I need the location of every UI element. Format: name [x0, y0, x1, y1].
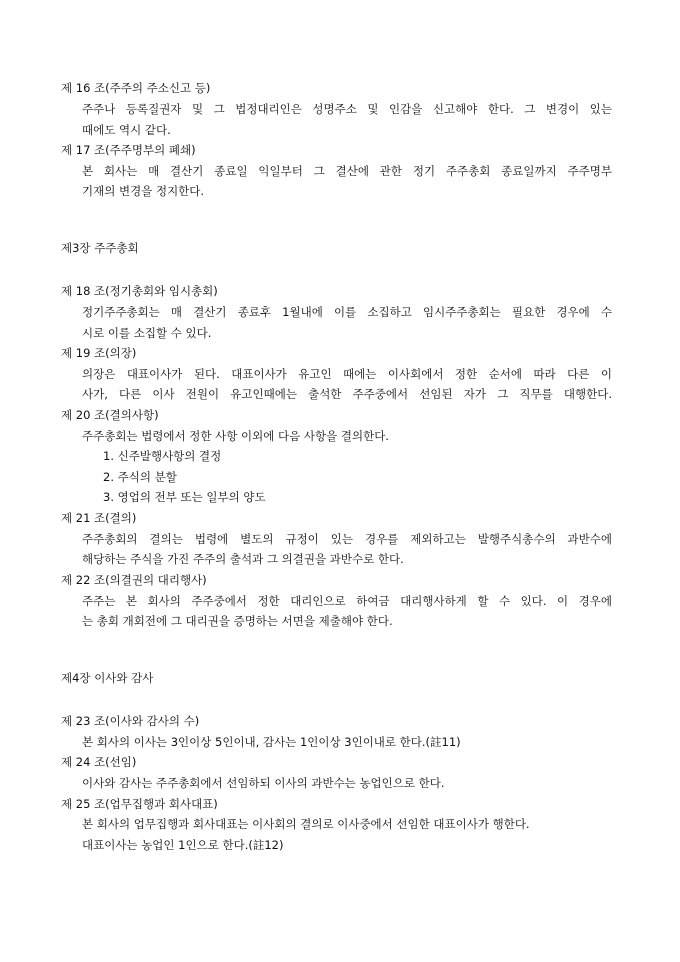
article-23-text-line-1: 본 회사의 이사는 3인이상 5인이내, 감사는 1인이상 3인이내로 한다.(註11): [82, 735, 461, 749]
article-18-text-line-2: 시로 이를 소집할 수 있다.: [82, 326, 212, 340]
article-18-title: 제 18 조(정기총회와 임시총회): [61, 284, 218, 298]
article-20-title: 제 20 조(결의사항): [61, 408, 159, 422]
article-16-text-line-1: 주주나 등록질권자 및 그 법정대리인은 성명주소 및 인감을 신고해야 한다. 그 변경이 있는: [82, 102, 612, 116]
article-16-text-line-2: 때에도 역시 같다.: [82, 123, 171, 137]
article-20-text-line-1: 주주총회는 법령에서 정한 사항 이외에 다음 사항을 결의한다.: [82, 429, 389, 443]
article-25-text-line-2: 대표이사는 농업인 1인으로 한다.(註12): [82, 838, 284, 852]
article-20-list-item: 2. 주식의 분할: [103, 470, 177, 484]
article-24-text-line-1: 이사와 감사는 주주총회에서 선임하되 이사의 과반수는 농업인으로 한다.: [82, 776, 445, 790]
article-17-text-line-2: 기재의 변경을 정지한다.: [82, 184, 205, 198]
article-18-text-line-1: 정기주주총회는 매 결산기 종료후 1월내에 이를 소집하고 임시주주총회는 필요한 경우에 수: [82, 305, 612, 319]
article-16-title: 제 16 조(주주의 주소신고 등): [61, 81, 211, 95]
article-24-title: 제 24 조(선임): [61, 755, 137, 769]
chapter-4-heading: 제4장 이사와 감사: [61, 671, 154, 685]
article-22-text-line-1: 주주는 본 회사의 주주중에서 정한 대리인으로 하여금 대리행사하게 할 수 있다. 이 경우에: [82, 594, 612, 608]
article-25-text-line-1: 본 회사의 업무집행과 회사대표는 이사회의 결의로 이사중에서 선임한 대표이사가 행한다.: [82, 817, 530, 831]
article-17-title: 제 17 조(주주명부의 폐쇄): [61, 143, 196, 157]
article-23-title: 제 23 조(이사와 감사의 수): [61, 714, 200, 728]
article-21-title: 제 21 조(결의): [61, 511, 137, 525]
article-20-list-item: 1. 신주발행사항의 결정: [103, 449, 222, 463]
article-21-text-line-1: 주주총회의 결의는 법령에 별도의 규정이 있는 경우를 제외하고는 발행주식총수의 과반수에: [82, 532, 612, 546]
article-21-text-line-2: 해당하는 주식을 가진 주주의 출석과 그 의결권을 과반수로 한다.: [82, 552, 404, 566]
article-22-text-line-2: 는 총회 개회전에 그 대리권을 증명하는 서면을 제출해야 한다.: [82, 614, 393, 628]
article-25-title: 제 25 조(업무집행과 회사대표): [61, 797, 218, 811]
article-17-text-line-1: 본 회사는 매 결산기 종료일 익일부터 그 결산에 관한 정기 주주총회 종료일까지 주주명부: [82, 164, 612, 178]
chapter-3-heading: 제3장 주주총회: [61, 241, 139, 255]
article-19-text-line-2: 사가, 다른 이사 전원이 유고인때에는 출석한 주주중에서 선임된 자가 그 직무를 대행한다.: [82, 387, 612, 401]
article-19-text-line-1: 의장은 대표이사가 된다. 대표이사가 유고인 때에는 이사회에서 정한 순서에 따라 다른 이: [82, 367, 612, 381]
article-20-list-item: 3. 영업의 전부 또는 일부의 양도: [103, 490, 266, 504]
article-19-title: 제 19 조(의장): [61, 346, 137, 360]
article-22-title: 제 22 조(의결권의 대리행사): [61, 573, 207, 587]
